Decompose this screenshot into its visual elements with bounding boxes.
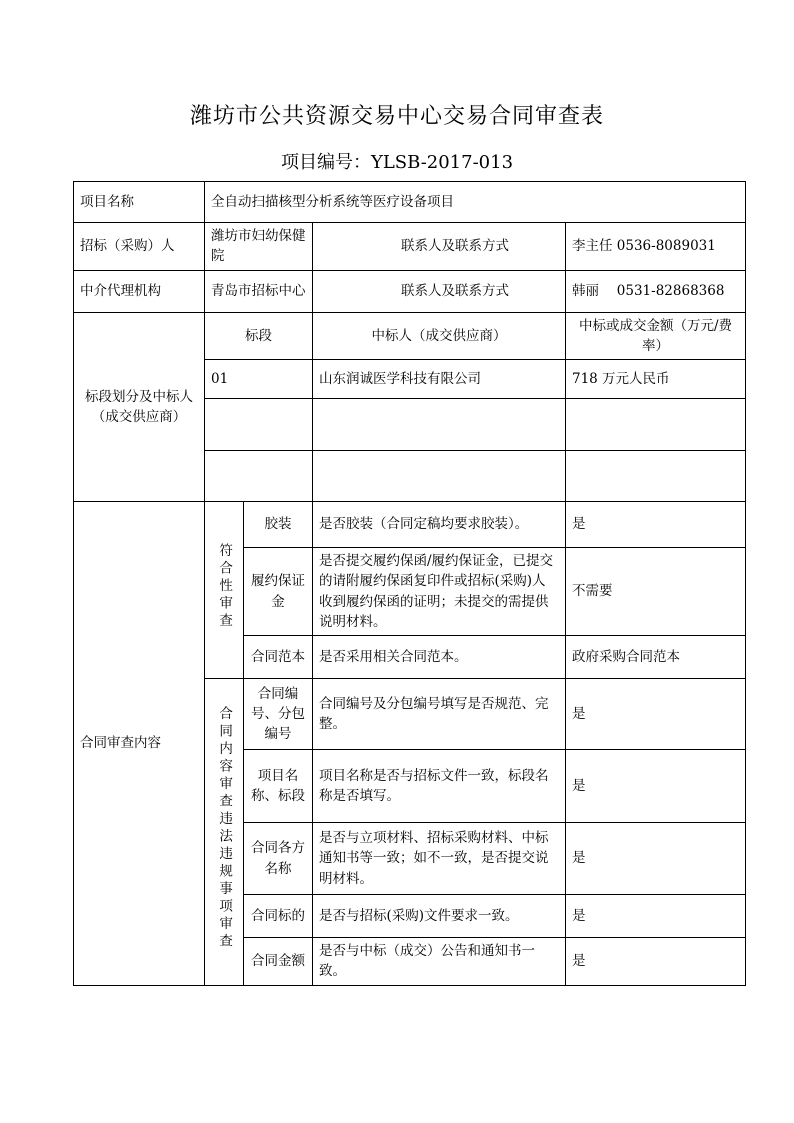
review-item: 合同标的	[244, 895, 313, 938]
review-row	[74, 502, 746, 548]
review-item: 合同金额	[244, 938, 313, 986]
lot-winner: 山东润诚医学科技有限公司	[313, 360, 566, 399]
review-result: 是	[566, 895, 746, 938]
tenderer-contact-value: 李主任 0536-8089031	[566, 223, 746, 271]
lots-header-winner: 中标人（成交供应商）	[313, 312, 566, 360]
contract-review-table	[73, 181, 746, 986]
lot-number	[205, 451, 313, 502]
review-desc: 是否胶装（合同定稿均要求胶装）。	[313, 502, 566, 548]
review-result: 是	[566, 823, 746, 895]
tenderer-label: 招标（采购）人	[74, 223, 205, 271]
row-agency	[74, 270, 746, 312]
tenderer-contact-label: 联系人及联系方式	[313, 223, 566, 271]
agency-contact-value: 韩丽 0531-82868368	[566, 270, 746, 312]
review-desc: 合同编号及分包编号填写是否规范、完整。	[313, 679, 566, 750]
lots-header-row	[74, 312, 746, 360]
lots-header-amount: 中标或成交金额（万元/费率）	[566, 312, 746, 360]
review-item: 合同各方名称	[244, 823, 313, 895]
project-number: 项目编号：YLSB-2017-013	[280, 152, 514, 173]
agency-label: 中介代理机构	[74, 270, 205, 312]
compliance-group-label	[205, 502, 244, 679]
lot-amount: 718 万元人民币	[566, 360, 746, 399]
review-item: 项目名称、标段	[244, 750, 313, 823]
review-item: 胶装	[244, 502, 313, 548]
project-name-value: 全自动扫描核型分析系统等医疗设备项目	[205, 182, 746, 223]
review-result: 是	[566, 502, 746, 548]
document-title: 潍坊市公共资源交易中心交易合同审查表	[189, 104, 604, 129]
lots-section-label: 标段划分及中标人（成交供应商）	[74, 312, 205, 502]
agency-contact-label: 联系人及联系方式	[313, 270, 566, 312]
review-result: 政府采购合同范本	[566, 636, 746, 679]
review-result: 是	[566, 938, 746, 986]
review-item: 合同编号、分包编号	[244, 679, 313, 750]
lot-winner	[313, 451, 566, 502]
project-name-label: 项目名称	[74, 182, 205, 223]
review-desc: 是否提交履约保函/履约保证金，已提交的请附履约保函复印件或招标(采购)人收到履约保函的证明；未提交的需提供说明材料。	[313, 548, 566, 636]
lot-number	[205, 399, 313, 451]
row-tenderer	[74, 223, 746, 271]
lot-winner	[313, 399, 566, 451]
agency-value: 青岛市招标中心	[205, 270, 313, 312]
review-desc: 是否与立项材料、招标采购材料、中标通知书等一致；如不一致，是否提交说明材料。	[313, 823, 566, 895]
lot-amount	[566, 399, 746, 451]
review-item: 履约保证金	[244, 548, 313, 636]
lot-amount	[566, 451, 746, 502]
review-desc: 是否采用相关合同范本。	[313, 636, 566, 679]
review-result: 是	[566, 679, 746, 750]
content-group-label	[205, 679, 244, 986]
review-result: 是	[566, 750, 746, 823]
review-desc: 是否与招标(采购)文件要求一致。	[313, 895, 566, 938]
compliance-group-label-text: 符合性审查	[216, 543, 233, 631]
content-group-label-text: 合同内容审查违法违规事项审查	[216, 706, 233, 952]
review-desc: 是否与中标（成交）公告和通知书一致。	[313, 938, 566, 986]
lots-header-lot: 标段	[205, 312, 313, 360]
review-desc: 项目名称是否与招标文件一致，标段名称是否填写。	[313, 750, 566, 823]
row-project-name	[74, 182, 746, 223]
review-result: 不需要	[566, 548, 746, 636]
review-item: 合同范本	[244, 636, 313, 679]
lot-number: 01	[205, 360, 313, 399]
review-section-label: 合同审查内容	[74, 502, 205, 986]
tenderer-value: 潍坊市妇幼保健院	[205, 223, 313, 271]
